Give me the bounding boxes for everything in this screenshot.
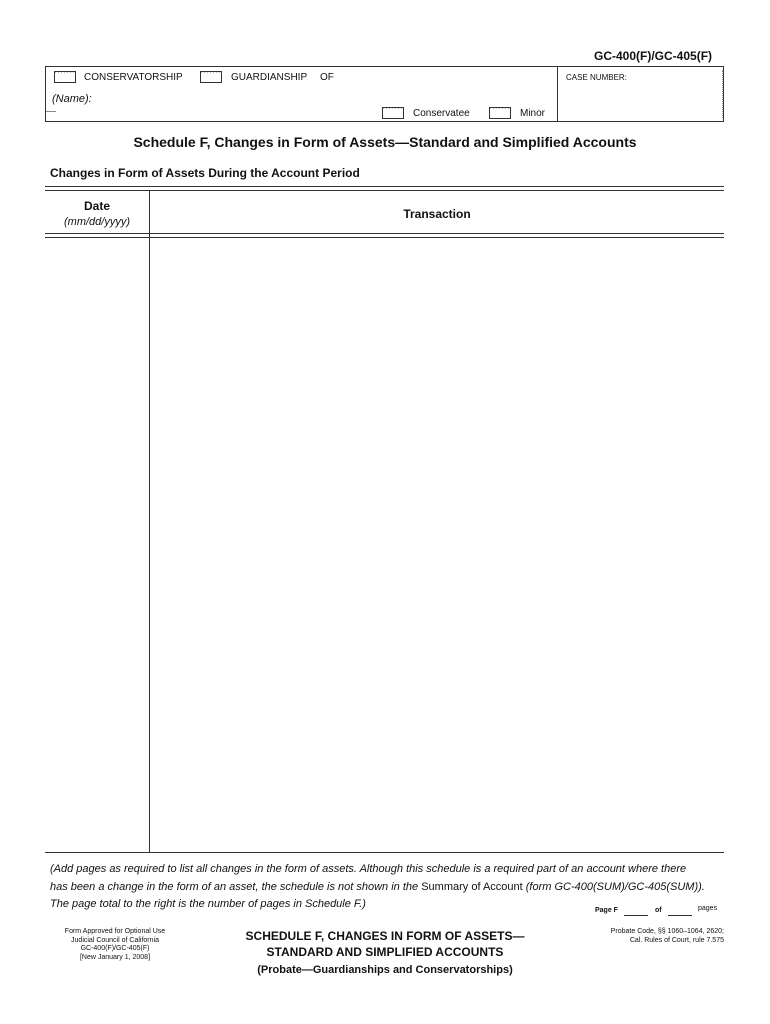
page-total-field[interactable] <box>668 915 692 916</box>
minor-label: Minor <box>520 108 546 119</box>
schedule-title: Schedule F, Changes in Form of Assets—Standard and Simplified Accounts <box>133 134 637 150</box>
footer-form-title <box>190 928 580 978</box>
guardianship-checkbox[interactable] <box>200 71 222 83</box>
footer-right-line: Probate Code, §§ 1060–1064, 2620; <box>610 928 724 935</box>
instructions-line-1: (Add pages as required to list all changes in the form of assets. Although this schedule is a required part of an account where there <box>50 863 687 875</box>
guardianship-label: GUARDIANSHIP <box>231 72 308 83</box>
pages-label: pages <box>698 905 718 912</box>
summary-of-account-ref: Summary of Account <box>421 880 523 893</box>
footer-left-line: [New January 1, 2008] <box>79 953 151 961</box>
footer-left-line: Form Approved for Optional Use <box>64 928 166 935</box>
caption-divider <box>557 66 558 122</box>
form-number: GC-400(F)/GC-405(F) <box>594 49 713 63</box>
table-top-rule-2 <box>45 190 724 191</box>
name-label: (Name): <box>52 93 92 105</box>
page-number-field[interactable] <box>624 915 648 916</box>
schedule-subtitle: Changes in Form of Assets During the Account Period <box>50 166 360 180</box>
instructions-line-2c: (form GC-400(SUM)/GC-405(SUM)). <box>525 880 705 893</box>
instructions-line-2 <box>50 879 730 897</box>
conservatorship-label: CONSERVATORSHIP <box>84 72 183 83</box>
table-top-rule <box>45 186 724 187</box>
date-column-header: Date <box>83 199 110 213</box>
conservatee-label: Conservatee <box>413 108 470 119</box>
case-number-label: CASE NUMBER: <box>566 73 627 82</box>
date-format-hint: (mm/dd/yyyy) <box>64 216 130 228</box>
header-bottom-rule <box>45 233 724 234</box>
transaction-entry-area[interactable] <box>150 238 724 852</box>
instructions <box>50 861 730 914</box>
footer-form-approval <box>42 928 188 962</box>
transaction-column-header: Transaction <box>403 207 471 221</box>
footer-title-line-3: (Probate—Guardianships and Conservatorships) <box>257 964 513 976</box>
instructions-line-3: The page total to the right is the number of pages in Schedule F.) <box>50 898 366 910</box>
date-entry-area[interactable] <box>45 238 149 852</box>
table-bottom-rule <box>45 852 724 853</box>
footer-left-line: GC-400(F)/GC-405(F) <box>80 945 150 952</box>
page-label: Page F <box>595 907 618 914</box>
conservatee-checkbox[interactable] <box>382 107 404 119</box>
name-field-tick <box>46 111 56 112</box>
conservatorship-checkbox[interactable] <box>54 71 76 83</box>
footer-title-line-2: STANDARD AND SIMPLIFIED ACCOUNTS <box>266 945 504 959</box>
caption-dotted-edge <box>722 70 724 118</box>
footer-title-line-1: SCHEDULE F, CHANGES IN FORM OF ASSETS— <box>245 929 525 943</box>
footer-legal-citations <box>560 928 724 945</box>
page-of-label: of <box>655 907 662 914</box>
footer-right-line: Cal. Rules of Court, rule 7.575 <box>629 936 724 944</box>
instructions-line-2a: has been a change in the form of an asset, the schedule is not shown in the <box>50 880 419 893</box>
minor-checkbox[interactable] <box>489 107 511 119</box>
footer-left-line: Judicial Council of California <box>71 936 159 944</box>
of-label: OF <box>320 72 334 83</box>
